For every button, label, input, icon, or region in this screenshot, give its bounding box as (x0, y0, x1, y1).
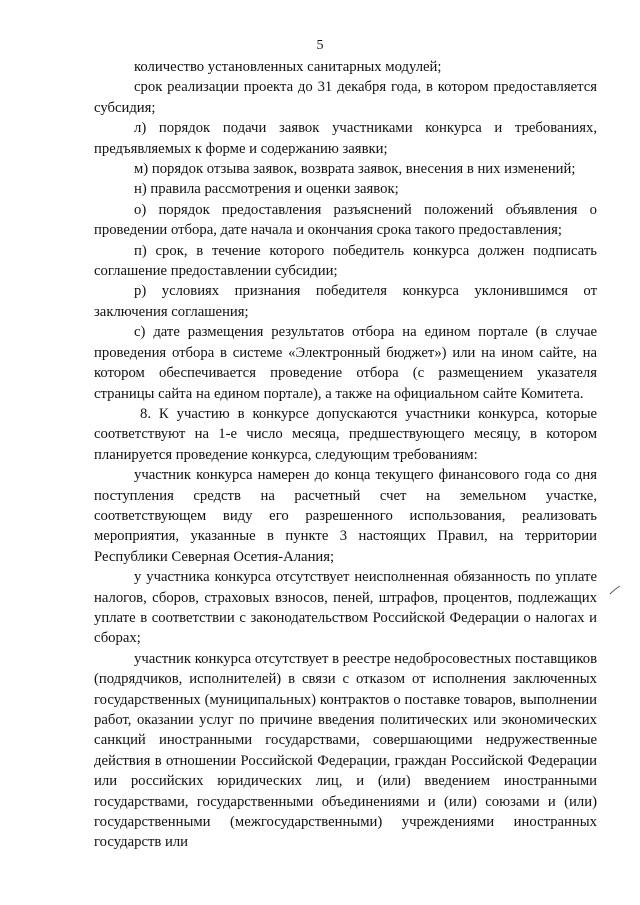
paragraph-item-p: п) срок, в течение которого победитель конкурса должен подписать соглашение предоставлении субсидии; (94, 242, 597, 280)
paragraph-section-8: 8. К участию в конкурсе допускаются участники конкурса, которые соответствуют на 1-е число месяца, предшествующего месяцу, в котором планируется проведение конкурса, следующим требованиям: (94, 405, 597, 463)
paragraph-sanitary-modules: количество установленных санитарных модулей; (134, 59, 442, 75)
document-body (94, 57, 597, 853)
page-number: 5 (316, 38, 324, 53)
paragraph-item-m: м) порядок отзыва заявок, возврата заявок, внесения в них изменений; (134, 161, 576, 178)
margin-mark (608, 580, 622, 600)
paragraph-item-n: н) правила рассмотрения и оценки заявок; (134, 181, 399, 198)
paragraph-project-deadline: срок реализации проекта до 31 декабря года, в котором предоставляется субсидия; (94, 79, 597, 116)
paragraph-item-o: о) порядок предоставления разъяснений положений объявления о проведении отбора, дате начала и окончания срока такого предоставления; (94, 201, 597, 239)
paragraph-item-r: р) условиях признания победителя конкурса уклонившимся от заключения соглашения; (94, 283, 597, 320)
paragraph-item-s: с) дате размещения результатов отбора на едином портале (в случае проведения отбора в системе «Электронный бюджет») или на ином сайте, на котором обеспечивается проведение отбора (с размещением указателя страницы сайта на едином портале), а также на официальном сайте Комитета. (94, 324, 597, 402)
paragraph-item-l: л) порядок подачи заявок участниками конкурса и требованиях, предъявляемых к форме и содержанию заявки; (94, 120, 597, 157)
paragraph-requirement-1: участник конкурса намерен до конца текущего финансового года со дня поступления средств на расчетный счет на земельном участке, соответствующем виду его разрешенного использования, реализовать мероприятия, указанные в пункте 3 настоящих Правил, на территории Республики Северная Осетия-Алания; (94, 467, 597, 565)
paragraph-requirement-2: у участника конкурса отсутствует неисполненная обязанность по уплате налогов, сборов, страховых взносов, пеней, штрафов, процентов, подлежащих уплате в соответствии с законодательством Российской Федерации о налогах и сборах; (94, 569, 597, 647)
margin-tick-icon (608, 580, 622, 600)
paragraph-requirement-3: участник конкурса отсутствует в реестре недобросовестных поставщиков (подрядчиков, исполнителей) в связи с отказом от исполнения заключенных государственных (муниципальных) контрактов о поставке товаров, выполнении работ, оказании услуг по причине введения политических или экономических санкций иностранными государствами, совершающими недружественные действия в отношении Российской Федерации, граждан Российской Федерации или российских юридических лиц, и (или) введением иностранными государствами, государственными объединениями и (или) союзами и (или) государственными (межгосударственными) учреждениями иностранных государств или (94, 650, 597, 851)
